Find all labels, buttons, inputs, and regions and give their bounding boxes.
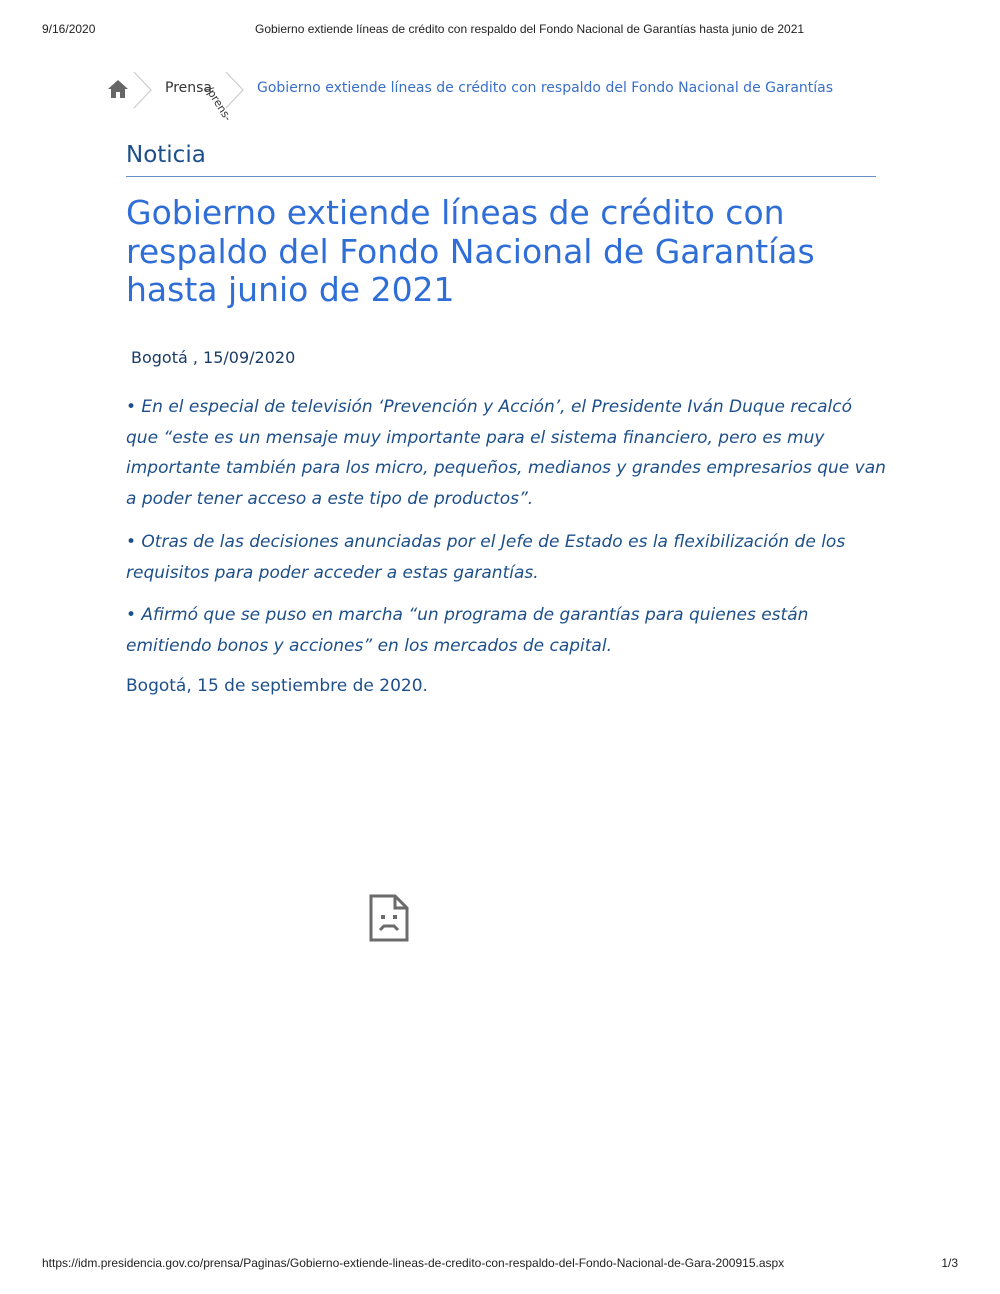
section-label: Noticia [126,142,206,168]
section-divider [126,176,876,177]
chevron-right-icon [224,70,246,110]
breadcrumb-overflow-text: /prens- [202,84,235,124]
chevron-right-icon [132,70,154,110]
broken-image-icon [368,893,410,943]
article-dateline: Bogotá , 15/09/2020 [131,348,296,367]
print-title: Gobierno extiende líneas de crédito con respaldo del Fondo Nacional de Garantías hasta junio de 2021 [255,22,805,36]
print-page-number: 1/3 [941,1256,958,1270]
print-url: https://idm.presidencia.gov.co/prensa/Paginas/Gobierno-extiende-lineas-de-credito-con-respaldo-del-Fondo-Nacional-de-Gara-200915.aspx [42,1256,785,1270]
print-footer [42,1256,958,1276]
article-title: Gobierno extiende líneas de crédito con respaldo del Fondo Nacional de Garantías hasta junio de 2021 [126,193,815,309]
breadcrumb-item-prensa[interactable]: Prensa [165,80,213,96]
breadcrumb-current[interactable]: Gobierno extiende líneas de crédito con respaldo del Fondo Nacional de Garantías [257,80,834,96]
home-icon[interactable] [106,77,130,101]
article-bullet: • Afirmó que se puso en marcha “un programa de garantías para quienes están emitiendo bonos y acciones” en los mercados de capital. [126,605,809,656]
article-closing: Bogotá, 15 de septiembre de 2020. [126,676,428,696]
breadcrumb [106,70,906,124]
article-bullet: • En el especial de televisión ‘Prevención y Acción’, el Presidente Iván Duque recalcó que “este es un mensaje muy importante para el sistema financiero, pero es muy importante también para los micro, pequeños, medianos y grandes empresarios que van a poder tener acceso a este tipo de productos”. [126,397,886,509]
article-bullet: • Otras de las decisiones anunciadas por el Jefe de Estado es la flexibilización de los requisitos para poder acceder a estas garantías. [126,532,846,583]
print-header [42,22,958,42]
print-date: 9/16/2020 [42,22,96,36]
